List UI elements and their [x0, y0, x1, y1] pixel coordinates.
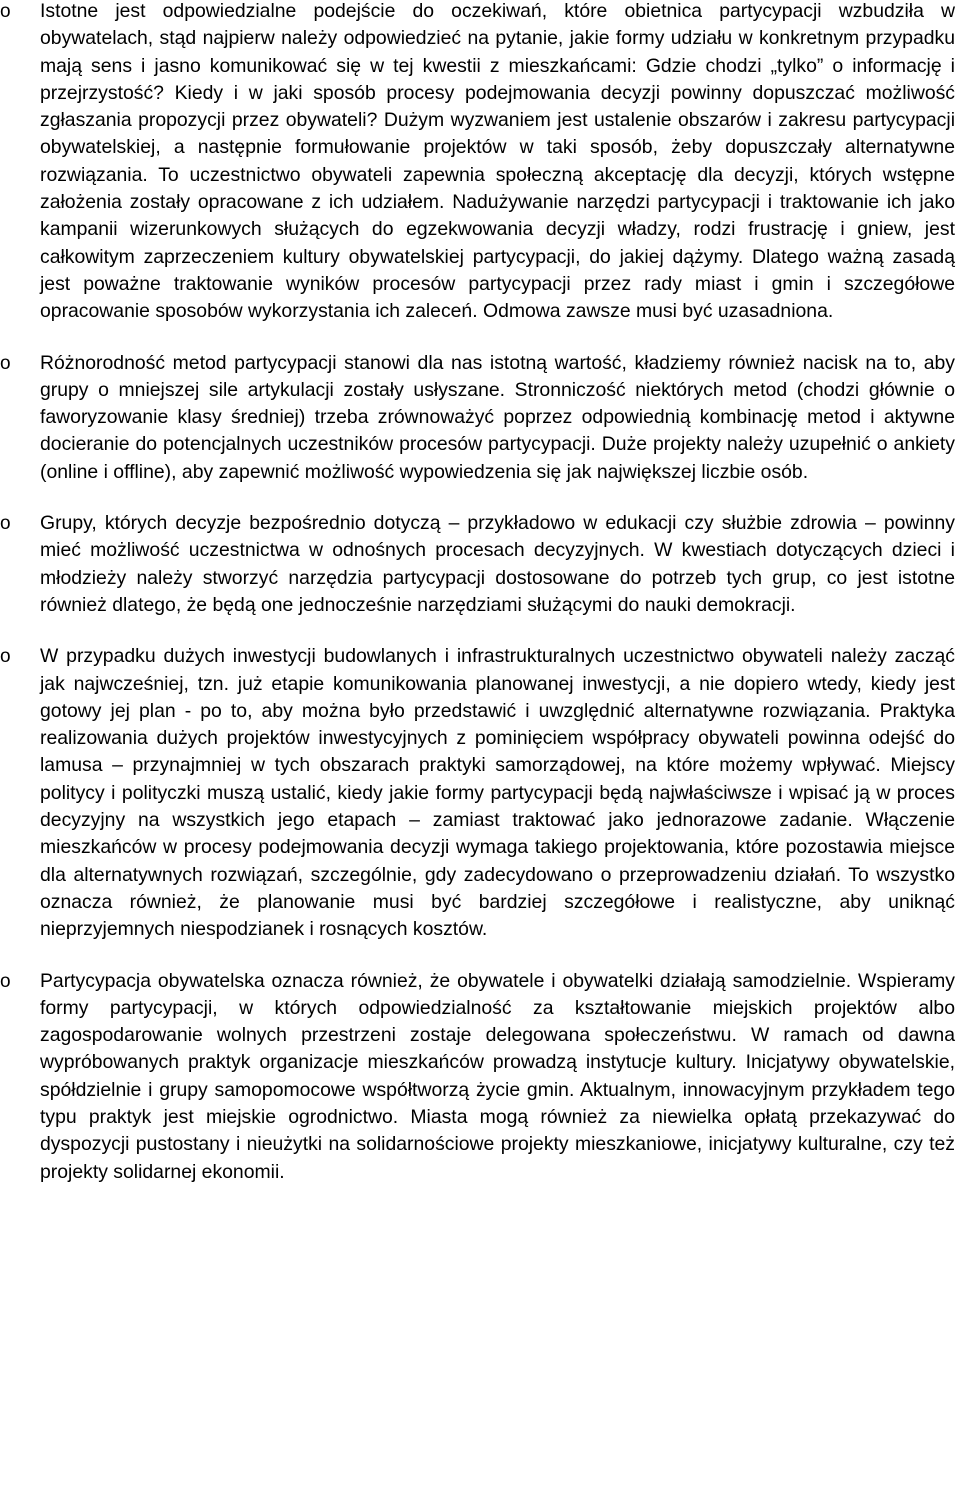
list-item — [0, 0, 955, 326]
bullet-marker: o — [0, 1, 11, 22]
paragraph-method-diversity: Różnorodność metod partycypacji stanowi dla nas istotną wartość, kładziemy również nacisk na to, aby grupy o mniejszej sile artykulacji zostały usłyszane. Stronniczość niektórych metod (chodzi głównie o faworyzowanie klasy średniej) trzeba zrównoważyć poprzez odpowiednią kombinację metod i aktywne docieranie do potencjalnych uczestników procesów partycypacji. Duże projekty należy uzupełnić o ankiety (online i offline), aby zapewnić możliwość wypowiedzenia się jak największej liczbie osób. — [40, 351, 955, 483]
bullet-marker: o — [0, 513, 11, 535]
list-item — [0, 643, 955, 943]
list-item — [0, 968, 955, 1186]
paragraph-affected-groups: Grupy, których decyzje bezpośrednio dotyczą – przykładowo w edukacji czy służbie zdrowia – powinny mieć możliwość uczestnictwa w odnośnych procesach decyzyjnych. W kwestiach dotyczących dzieci i młodzieży należy stworzyć narzędzia partycypacji dostosowane do potrzeb tych grup, co jest istotne również dlatego, że będą one jednocześnie narzędziami służącymi do nauki demokracji. — [40, 512, 955, 616]
list-item — [0, 510, 955, 619]
bullet-marker: o — [0, 352, 11, 374]
bullet-marker: o — [0, 646, 11, 668]
paragraph-self-organisation: Partycypacja obywatelska oznacza również, że obywatele i obywatelki działają samodzielnie. Wspieramy formy partycypacji, w których odpowiedzialność za kształtowanie miejskich projektów albo zagospodarowanie wolnych przestrzeni zostaje delegowana społeczeństwu. W ramach od dawna wypróbowanych praktyk organizacje mieszkańców prowadzą instytucje kultury. Inicjatywy obywatelskie, spółdzielnie i grupy samopomocowe współtworzą życie gmin. Aktualnym, innowacyjnym przykładem tego typu praktyk jest miejskie ogrodnictwo. Miasta mogą również za niewielka opłatą przekazywać do dyspozycji pustostany i nieużytki na solidarnościowe projekty mieszkaniowe, inicjatywy kulturalne, czy też projekty solidarnej ekonomii. — [40, 969, 955, 1183]
bullet-marker: o — [0, 970, 11, 992]
list-item — [0, 350, 955, 486]
paragraph-expectations: Istotne jest odpowiedzialne podejście do oczekiwań, które obietnica partycypacji wzbudziła w obywatelach, stąd najpierw należy odpowiedzieć na pytanie, jakie formy udziału w konkretnym przypadku mają sens i jasno komunikować się w tej kwestii z mieszkańcami: Gdzie chodzi „tylko” o informację i przejrzystość? Kiedy i w jaki sposób procesy podejmowania decyzji powinny dopuszczać możliwość zgłaszania propozycji przez obywateli? Dużym wyzwaniem jest ustalenie obszarów i zakresu partycypacji obywatelskiej, a następnie formułowanie projektów w taki sposób, żeby dopuszczały alternatywne rozwiązania. To uczestnictwo obywateli zapewnia społeczną akceptację dla decyzji, których wstępne założenia zostały opracowane z ich udziałem. Nadużywanie narzędzi partycypacji i traktowanie ich jako kampanii wizerunkowych służących do egzekwowania decyzji władzy, rodzi frustrację i gniew, jest całkowitym zaprzeczeniem kultury obywatelskiej partycypacji, do jakiej dążymy. Dlatego ważną zasadą jest poważne traktowanie wyników procesów partycypacji przez rady miast i gmin i szczegółowe opracowanie sposobów wykorzystania ich zaleceń. Odmowa zawsze musi być uzasadniona. — [40, 0, 955, 323]
paragraph-large-investments: W przypadku dużych inwestycji budowlanych i infrastrukturalnych uczestnictwo obywateli należy zacząć jak najwcześniej, tzn. już etapie komunikowania planowanej inwestycji, a nie dopiero wtedy, kiedy jest gotowy jej plan - po to, aby można było przedstawić i uwzględnić alternatywne rozwiązania. Praktyka realizowania dużych projektów inwestycyjnych z pominięciem współpracy obywateli powinna odejść do lamusa – przynajmniej w tych obszarach praktyki samorządowej, na które możemy wpływać. Miejscy politycy i polityczki muszą ustalić, kiedy jakie formy partycypacji będą najwłaściwsze i wpisać ją w proces decyzyjny na wszystkich jego etapach – zamiast traktować jako jednorazowe zadanie. Włączenie mieszkańców w procesy podejmowania decyzji wymaga takiego projektowania, które pozostawia miejsce dla alternatywnych rozwiązań, szczególnie, gdy zadecydowano o przeprowadzeniu działań. To wszystko oznacza również, że planowanie musi być bardziej szczegółowe i realistyczne, aby uniknąć nieprzyjemnych niespodzianek i rosnących kosztów. — [40, 645, 955, 941]
